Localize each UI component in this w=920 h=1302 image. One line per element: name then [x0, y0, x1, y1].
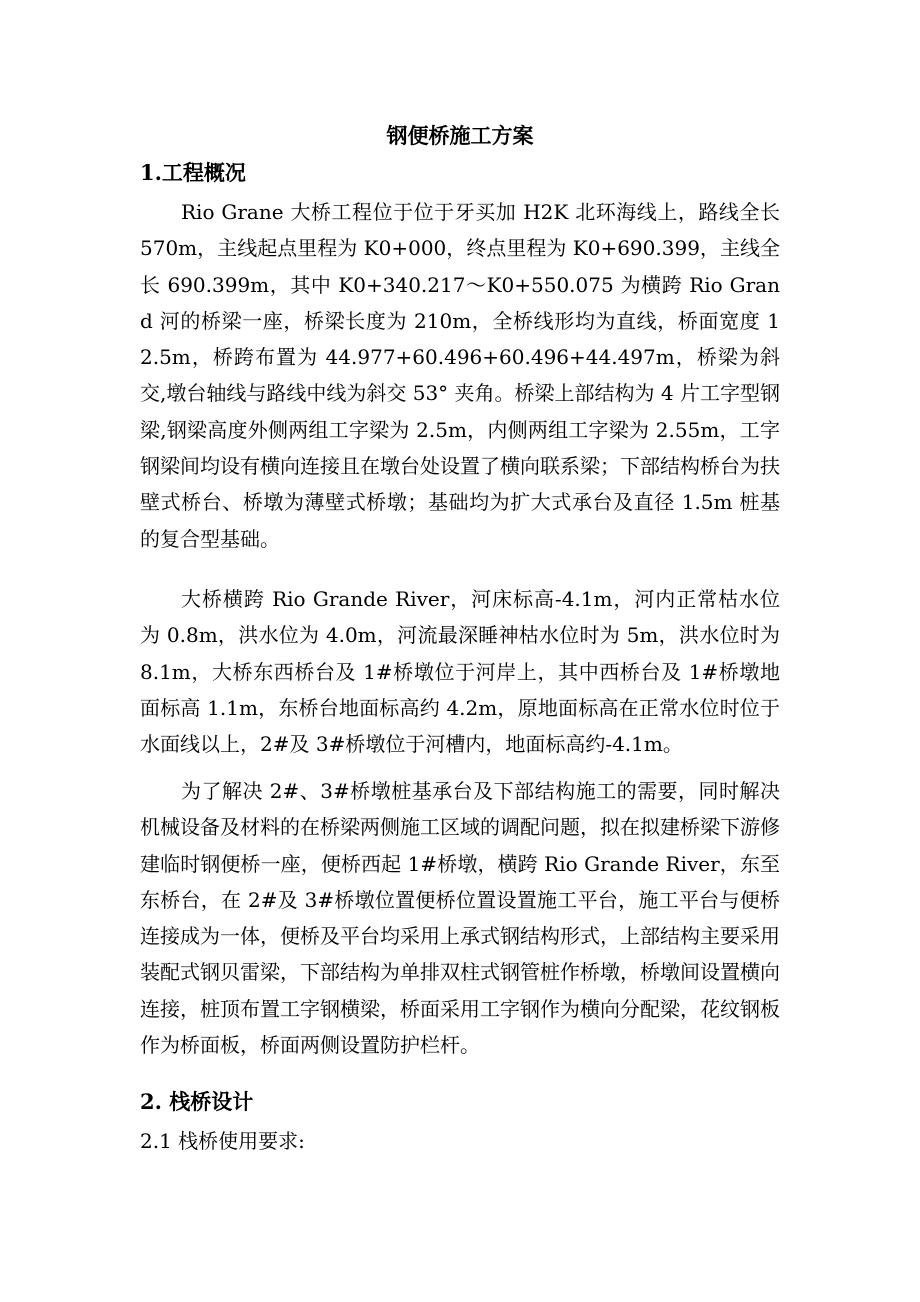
paragraph-project-overview: Rio Grane 大桥工程位于位于牙买加 H2K 北环海线上，路线全长 570m，主线起点里程为 K0+000，终点里程为 K0+690.399，主线全长 690.399m，其中 K0+340.217～K0+550.075 为横跨 Rio Grand 河的桥梁一座，桥梁长度为 210m，全桥线形均为直线，桥面宽度 12.5m，桥跨布置为 44.977+60.496+60.496+44.497m，桥梁为斜交,墩台轴线与路线中线为斜交 53° 夹角。桥梁上部结构为 4 片工字型钢梁,钢梁高度外侧两组工字梁为 2.5m，内侧两组工字梁为 2.55m，工字钢梁间均设有横向连接且在墩台处设置了横向联系梁；下部结构桥台为扶壁式桥台、桥墩为薄壁式桥墩；基础均为扩大式承台及直径 1.5m 桩基的复合型基础。: [140, 200, 780, 551]
subsection-heading-usage-requirements: 2.1 栈桥使用要求:: [140, 1129, 305, 1153]
section-heading-overview: 1.工程概况: [140, 160, 246, 185]
section-heading-trestle-design: 2. 栈桥设计: [140, 1089, 254, 1114]
paragraph-temporary-bridge-purpose: 为了解决 2#、3#桥墩桩基承台及下部结构施工的需要，同时解决机械设备及材料的在桥梁两侧施工区域的调配问题，拟在拟建桥梁下游修建临时钢便桥一座，便桥西起 1#桥墩，横跨 Rio Grande River，东至东桥台，在 2#及 3#桥墩位置便桥位置设置施工平台，施工平台与便桥连接成为一体，便桥及平台均采用上承式钢结构形式，上部结构主要采用装配式钢贝雷梁，下部结构为单排双柱式钢管桩作桥墩，桥墩间设置横向连接，桩顶布置工字钢横梁，桥面采用工字钢作为横向分配梁，花纹钢板作为桥面板，桥面两侧设置防护栏杆。: [140, 779, 780, 1058]
paragraph-river-conditions: 大桥横跨 Rio Grande River，河床标高-4.1m，河内正常枯水位为 0.8m，洪水位为 4.0m，河流最深睡神枯水位时为 5m，洪水位时为 8.1m，大桥东西桥台及 1#桥墩位于河岸上，其中西桥台及 1#桥墩地面标高 1.1m，东桥台地面标高约 4.2m，原地面标高在正常水位时位于水面线以上，2#及 3#桥墩位于河槽内，地面标高约-4.1m。: [140, 587, 780, 757]
document-title: 钢便桥施工方案: [386, 123, 534, 148]
